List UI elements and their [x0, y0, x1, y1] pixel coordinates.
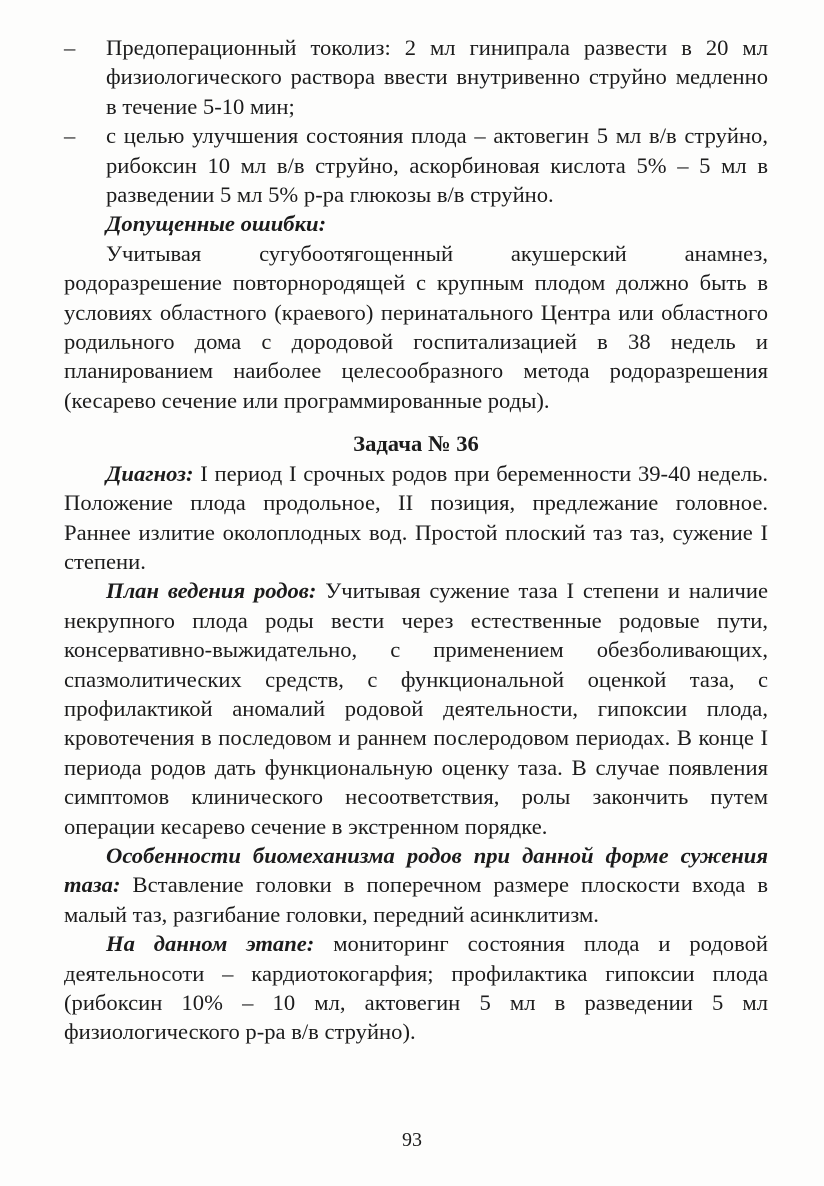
bullet-text: с целью улучшения состояния плода – актовегин 5 мл в/в струйно, рибоксин 10 мл в/в струйно, аскорбиновая кислота 5% – 5 мл в разведении 5 мл 5% р-ра глюкозы в/в струйно.	[106, 123, 768, 208]
stage-label: На данном этапе:	[106, 931, 315, 957]
stage-paragraph	[64, 929, 768, 1047]
plan-text: Учитывая сужение таза I степени и наличие некрупного плода роды вести через естественные родовые пути, консервативно-выжидательно, с применением обезболивающих, спазмолитических средств, с функциональной оценкой таза, с профилактикой аномалий родовой деятельности, гипоксии плода, кровотечения в последовом и раннем послеродовом периодах. В конце I периода родов дать функциональную оценку таза. В случае появления симптомов клинического несоответствия, ролы закончить путем операции кесарево сечение в экстренном порядке.	[64, 578, 768, 839]
task-title: Задача № 36	[353, 431, 479, 457]
errors-heading: Допущенные ошибки:	[106, 211, 327, 237]
bullet-item	[64, 33, 768, 121]
diagnosis-paragraph	[64, 459, 768, 577]
diagnosis-label: Диагноз:	[106, 460, 194, 486]
bullet-dash: –	[64, 35, 76, 60]
page-number: 93	[402, 1129, 422, 1151]
bullet-dash: –	[64, 123, 76, 149]
stage-text: мониторинг состояния плода и родовой деятельносоти – кардиотокогарфия; профилактика гипоксии плода (рибоксин 10% – 10 мл, актовегин 5 мл в разведении 5 мл физиологического р-ра в/в струйно).	[64, 931, 768, 1045]
page-content	[64, 33, 768, 1047]
errors-paragraph: Учитывая сугубоотягощенный акушерский анамнез, родоразрешение повторнородящей с крупным плодом должно быть в условиях областного (краевого) перинатального Центра или областного родильного дома с дородовой госпитализацией в 38 недель и планированием наиболее целесообразного метода родоразрешения (кесарево сечение или программированные роды).	[64, 240, 768, 413]
biomechanism-paragraph	[64, 841, 768, 929]
biomechanism-label: Особенности биомеханизма родов при данной форме сужения таза:	[64, 842, 768, 898]
diagnosis-text: I период I срочных родов при беременности 39-40 недель. Положение плода продольное, II позиция, предлежание головное. Раннее излитие околоплодных вод. Простой плоский таз таз, сужение I степени.	[64, 460, 768, 574]
bullet-text: Предоперационный токолиз: 2 мл гинипрала развести в 20 мл физиологического раствора ввести внутривенно струйно медленно в течение 5-10 мин;	[106, 35, 768, 119]
bullet-list	[64, 33, 768, 209]
biomechanism-text: Вставление головки в поперечном размере плоскости входа в малый таз, разгибание головки, передний асинклитизм.	[64, 872, 768, 927]
bullet-item	[64, 121, 768, 209]
plan-label: План ведения родов:	[106, 578, 317, 604]
plan-paragraph	[64, 576, 768, 841]
